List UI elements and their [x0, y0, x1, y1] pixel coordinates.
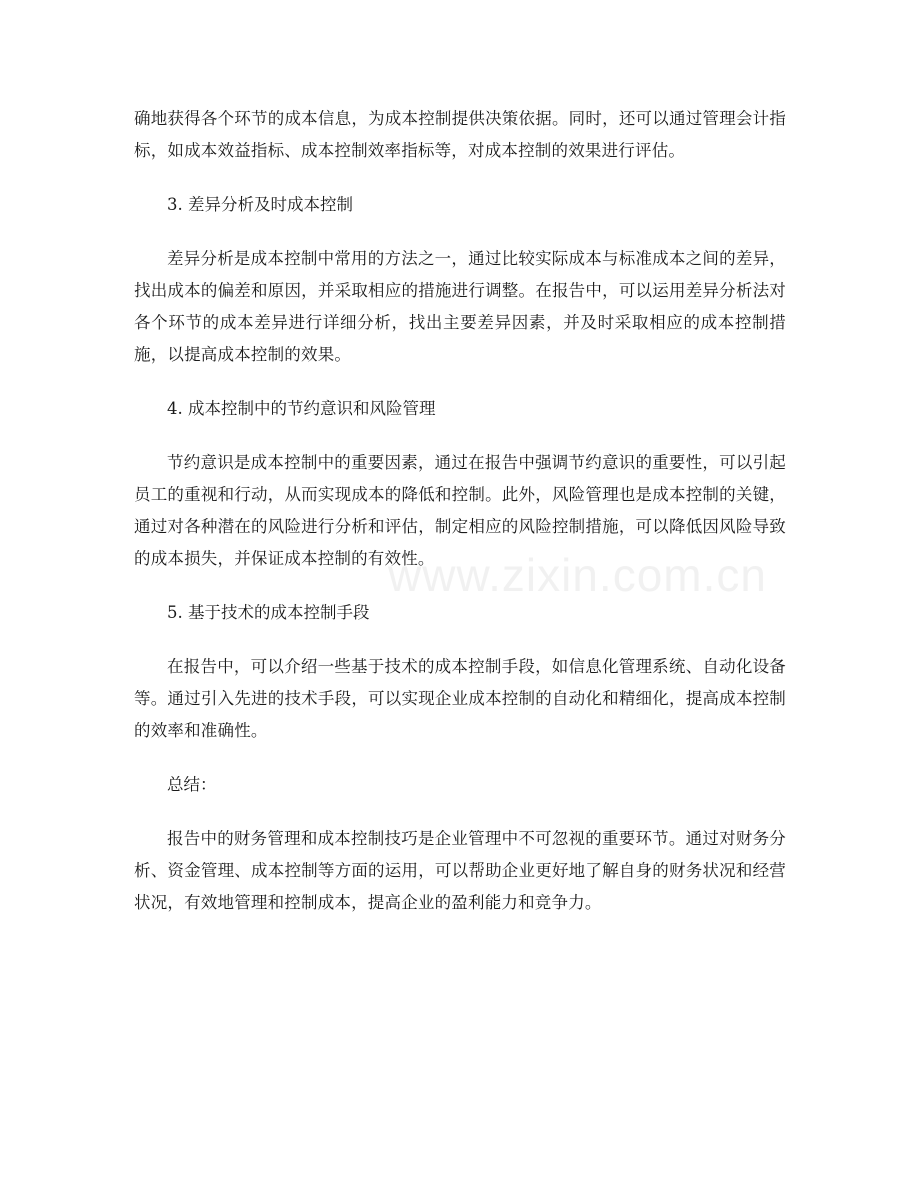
section-heading-3: 3. 差异分析及时成本控制	[167, 195, 353, 214]
paragraph-summary: 报告中的财务管理和成本控制技巧是企业管理中不可忽视的重要环节。通过对财务分析、资金管理、成本控制等方面的运用，可以帮助企业更好地了解自身的财务状况和经营状况，有效地管理和控制成本，提高企业的盈利能力和竞争力。	[134, 829, 786, 912]
paragraph-intro-continued: 确地获得各个环节的成本信息，为成本控制提供决策依据。同时，还可以通过管理会计指标，如成本效益指标、成本控制效率指标等，对成本控制的效果进行评估。	[134, 109, 786, 160]
document-body	[134, 103, 786, 919]
summary-heading: 总结：	[167, 775, 217, 794]
section-heading-4: 4. 成本控制中的节约意识和风险管理	[167, 399, 436, 418]
paragraph-variance-analysis: 差异分析是成本控制中常用的方法之一，通过比较实际成本与标准成本之间的差异，找出成本的偏差和原因，并采取相应的措施进行调整。在报告中，可以运用差异分析法对各个环节的成本差异进行详细分析，找出主要差异因素，并及时采取相应的成本控制措施，以提高成本控制的效果。	[134, 249, 786, 364]
watermark: www.zixin.com.cn	[388, 549, 767, 601]
section-heading-5: 5. 基于技术的成本控制手段	[167, 603, 370, 622]
paragraph-saving-risk: 节约意识是成本控制中的重要因素，通过在报告中强调节约意识的重要性，可以引起员工的重视和行动，从而实现成本的降低和控制。此外，风险管理也是成本控制的关键，通过对各种潜在的风险进行分析和评估，制定相应的风险控制措施，可以降低因风险导致的成本损失，并保证成本控制的有效性。	[134, 453, 786, 568]
paragraph-technology: 在报告中，可以介绍一些基于技术的成本控制手段，如信息化管理系统、自动化设备等。通过引入先进的技术手段，可以实现企业成本控制的自动化和精细化，提高成本控制的效率和准确性。	[134, 657, 786, 740]
